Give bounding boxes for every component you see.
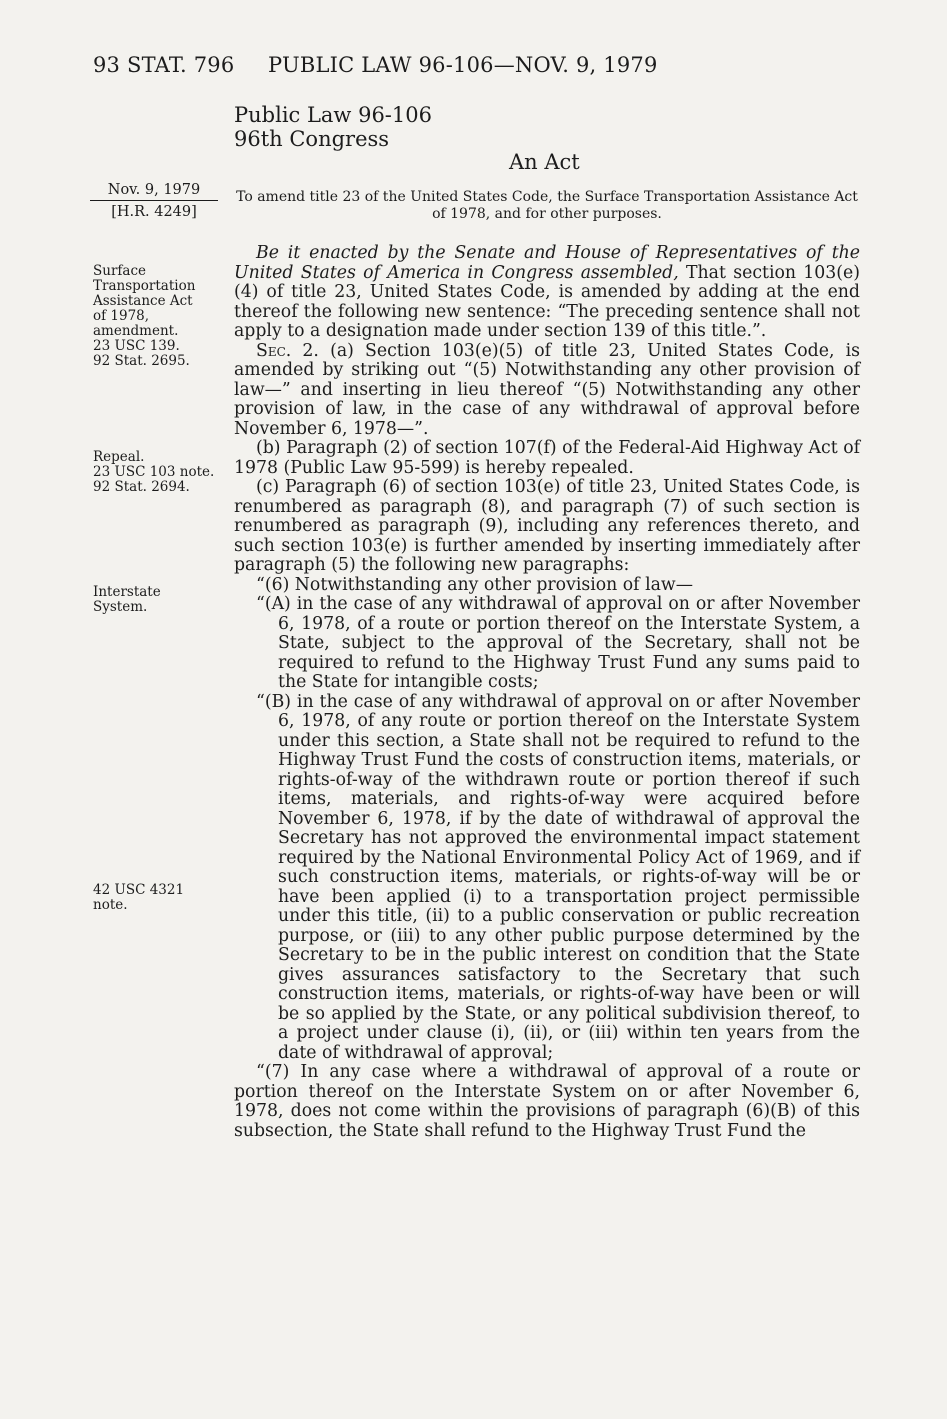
- margin-note-line: 92 Stat. 2694.: [93, 479, 190, 495]
- subparagraph-a: “(A) in the case of any withdrawal of approval on or after November 6, 1978, of a route or portion thereof on the Interstate System, a State, subject to the approval of the Secretary, shall not be required to refund to the Highway Trust Fund any sums paid to the State for intangible costs;: [256, 594, 860, 692]
- congress: 96th Congress: [234, 127, 390, 151]
- margin-note-line: note.: [93, 897, 128, 913]
- margin-note-line: System.: [93, 599, 148, 615]
- bill-number: [H.R. 4249]: [111, 204, 197, 220]
- margin-note-line: 23 USC 139.: [93, 338, 180, 354]
- margin-note-line: of 1978,: [93, 308, 150, 324]
- act-label: An Act: [509, 150, 580, 174]
- paragraph-7: “(7) In any case where a withdrawal of approval of a route or portion thereof on the Interstate System on or after November 6, 1978, does not come within the provisions of paragraph (6)(B) of this subsection, the State shall refund to the Highway Trust Fund the: [234, 1062, 860, 1141]
- enactment-date: Nov. 9, 1979: [90, 182, 218, 201]
- law-number: Public Law 96-106: [234, 103, 432, 127]
- section-1-text: That section 103(e)(4) of title 23, United States Code, is amended by adding at the end thereof the following new sentence: “The preceding sentence shall not apply to a designation made under section 139 of this title.”.: [234, 262, 860, 341]
- margin-note-repeal: [93, 450, 225, 495]
- section-2c: (c) Paragraph (6) of section 103(e) of title 23, United States Code, is renumbered as paragraph (8), and paragraph (7) of such section is renumbered as paragraph (9), including any references thereto, and such section 103(e) is further amended by inserting immediately after paragraph (5) the following new paragraphs:: [234, 477, 860, 575]
- margin-note-line: Surface: [93, 263, 146, 279]
- section-2a-text: 2. (a) Section 103(e)(5) of title 23, United States Code, is amended by striking out “(5) Notwithstanding any other provision of law—” and inserting in lieu thereof “(5) Notwithstanding any other provision of law, in the case of any withdrawal of approval before November 6, 1978—”.: [234, 340, 860, 439]
- paragraph-6-intro: “(6) Notwithstanding any other provision of law—: [256, 574, 693, 595]
- page-reference: 93 STAT. 796: [93, 53, 235, 77]
- margin-note-42-usc: [93, 883, 225, 913]
- margin-note-line: 42 USC 4321: [93, 882, 185, 898]
- margin-note-line: 92 Stat. 2695.: [93, 353, 190, 369]
- enacting-formula: Be it enacted by the Senate and House of Representatives of the United States of America in Congress assembled,: [234, 243, 860, 283]
- running-title: PUBLIC LAW 96-106—NOV. 9, 1979: [268, 53, 658, 77]
- section-label: Sec.: [256, 340, 292, 361]
- section-2a: [234, 342, 860, 440]
- enactment-info: [90, 182, 218, 220]
- section-2b: (b) Paragraph (2) of section 107(f) of the Federal-Aid Highway Act of 1978 (Public Law 95-599) is hereby repealed.: [234, 438, 860, 478]
- margin-note-line: Repeal.: [93, 449, 145, 465]
- margin-note-line: Interstate: [93, 584, 161, 600]
- margin-note-interstate-system: [93, 585, 225, 615]
- law-title-block: [234, 103, 432, 151]
- margin-note-line: Assistance Act: [93, 293, 193, 309]
- subparagraph-b: “(B) in the case of any withdrawal of approval on or after November 6, 1978, of any route or portion thereof on the Interstate System under this section, a State shall not be required to refund to the Highway Trust Fund the costs of construction items, materials, or rights-of-way of the withdrawn route or portion thereof if such items, materials, and rights-of-way were acquired before November 6, 1978, if by the date of withdrawal of approval the Secretary has not approved the environmental impact statement required by the National Environmental Policy Act of 1969, and if such construction items, materials, or rights-of-way will be or have been applied (i) to a transportation project permissible under this title, (ii) to a public conservation or public recreation purpose, or (iii) to any other public purpose determined by the Secretary to be in the public interest on condition that the State gives assurances satisfactory to the Secretary that such construction items, materials, or rights-of-way have been or will be so applied by the State, or any political subdivision thereof, to a project under clause (i), (ii), or (iii) within ten years from the date of withdrawal of approval;: [256, 691, 860, 1063]
- margin-note-surface-transportation: [93, 264, 225, 369]
- act-purpose: To amend title 23 of the United States Code, the Surface Transportation Assistance Act of 1978, and for other purposes.: [236, 189, 858, 222]
- enacting-clause: [234, 244, 860, 342]
- margin-note-line: 23 USC 103 note.: [93, 464, 215, 480]
- margin-note-line: amendment.: [93, 323, 179, 339]
- statute-body: [234, 244, 860, 1141]
- margin-note-line: Transportation: [93, 278, 196, 294]
